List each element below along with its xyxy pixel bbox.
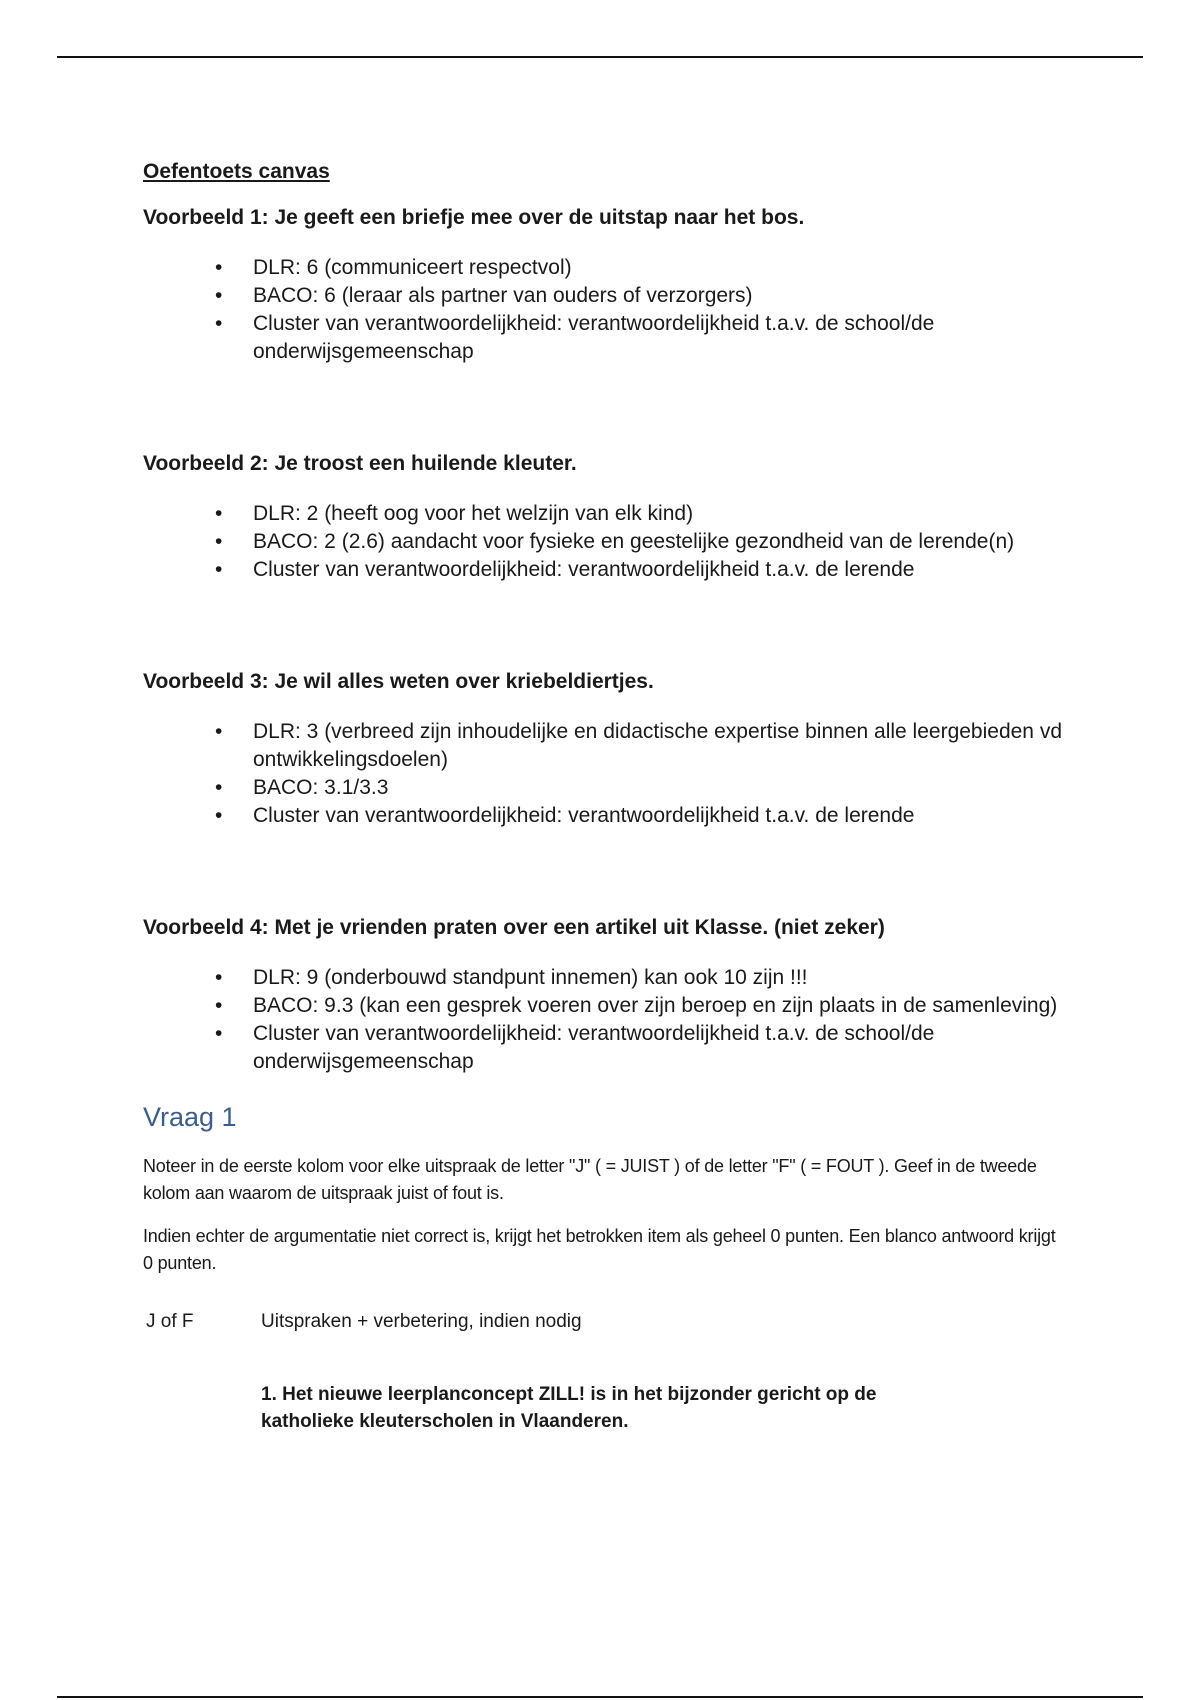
example-bullet-list <box>143 500 1063 584</box>
example-heading: Voorbeeld 2: Je troost een huilende kleuter. <box>143 452 577 475</box>
bullet-item: • DLR: 2 (heeft oog voor het welzijn van elk kind) <box>143 500 1063 528</box>
example-bullet-list <box>143 718 1063 830</box>
bullet-item: • Cluster van verantwoordelijkheid: verantwoordelijkheid t.a.v. de school/de onderwijsgemeenschap <box>143 1020 1063 1076</box>
statement-1: 1. Het nieuwe leerplanconcept ZILL! is in het bijzonder gericht op de katholieke kleuterscholen in Vlaanderen. <box>261 1384 877 1432</box>
example-section-2 <box>143 452 1063 584</box>
instruction-paragraph: Indien echter de argumentatie niet correct is, krijgt het betrokken item als geheel 0 punten. Een blanco antwoord krijgt 0 punten. <box>143 1226 1056 1273</box>
example-section-1 <box>143 206 1063 366</box>
bullet-item: • DLR: 3 (verbreed zijn inhoudelijke en didactische expertise binnen alle leergebieden vd ontwikkelingsdoelen) <box>143 718 1063 774</box>
bullet-item: • Cluster van verantwoordelijkheid: verantwoordelijkheid t.a.v. de lerende <box>143 556 1063 584</box>
header-rule <box>57 56 1143 58</box>
bullet-item: • BACO: 2 (2.6) aandacht voor fysieke en geestelijke gezondheid van de lerende(n) <box>143 528 1063 556</box>
bullet-item: • Cluster van verantwoordelijkheid: verantwoordelijkheid t.a.v. de school/de onderwijsgemeenschap <box>143 310 1063 366</box>
example-bullet-list <box>143 964 1063 1076</box>
example-bullet-list <box>143 254 1063 366</box>
document-body <box>143 160 1063 1435</box>
example-heading: Voorbeeld 4: Met je vrienden praten over een artikel uit Klasse. (niet zeker) <box>143 916 885 939</box>
document-title: Oefentoets canvas <box>143 160 330 183</box>
question-heading: Vraag 1 <box>143 1102 237 1132</box>
column-header-j-of-f: J of F <box>146 1311 194 1332</box>
example-heading: Voorbeeld 1: Je geeft een briefje mee over de uitstap naar het bos. <box>143 206 805 229</box>
bullet-item: • BACO: 9.3 (kan een gesprek voeren over zijn beroep en zijn plaats in de samenleving) <box>143 992 1063 1020</box>
bullet-item: • BACO: 6 (leraar als partner van ouders of verzorgers) <box>143 282 1063 310</box>
example-heading: Voorbeeld 3: Je wil alles weten over kriebeldiertjes. <box>143 670 654 693</box>
bullet-item: • DLR: 9 (onderbouwd standpunt innemen) kan ook 10 zijn !!! <box>143 964 1063 992</box>
answer-table-header <box>143 1311 1063 1341</box>
example-section-3 <box>143 670 1063 830</box>
instruction-paragraph: Noteer in de eerste kolom voor elke uitspraak de letter "J" ( = JUIST ) of de letter "F" ( = FOUT ). Geef in de tweede kolom aan waarom de uitspraak juist of fout is. <box>143 1156 1037 1203</box>
footer-rule <box>57 1696 1143 1698</box>
column-header-uitspraken: Uitspraken + verbetering, indien nodig <box>261 1311 582 1332</box>
bullet-item: • BACO: 3.1/3.3 <box>143 774 1063 802</box>
example-section-4 <box>143 916 1063 1076</box>
bullet-item: • Cluster van verantwoordelijkheid: verantwoordelijkheid t.a.v. de lerende <box>143 802 1063 830</box>
bullet-item: • DLR: 6 (communiceert respectvol) <box>143 254 1063 282</box>
